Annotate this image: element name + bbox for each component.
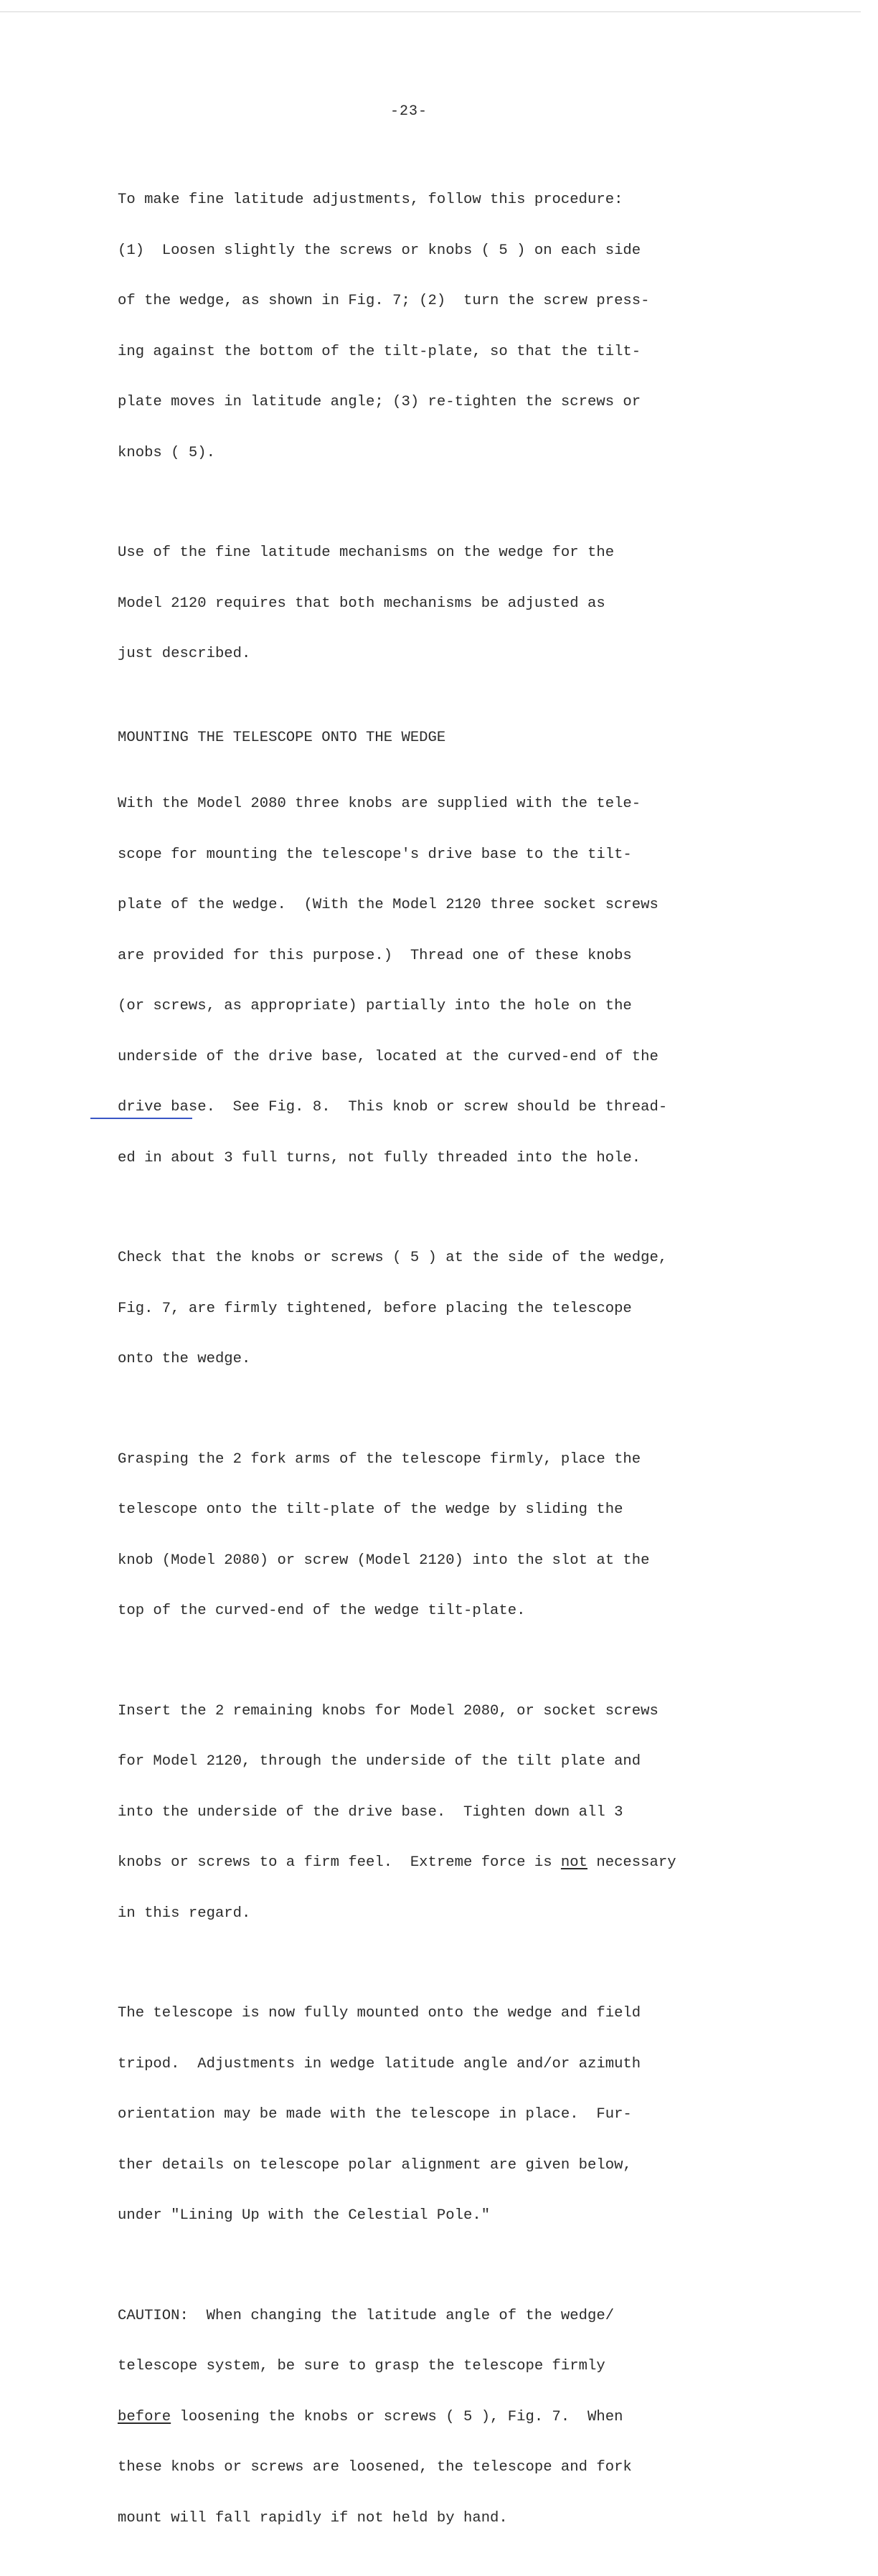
- text-segment: knobs or screws to a firm feel. Extreme force is: [118, 1854, 561, 1871]
- text-line: [118, 2409, 835, 2426]
- text-line: just described.: [118, 646, 251, 662]
- text-line: With the Model 2080 three knobs are supplied with the tele-: [118, 796, 641, 812]
- text-line: are provided for this purpose.) Thread one of these knobs: [118, 947, 632, 964]
- text-line: for Model 2120, through the underside of the tilt plate and: [118, 1753, 641, 1770]
- text-line: plate moves in latitude angle; (3) re-tighten the screws or: [118, 394, 641, 410]
- text-line: Grasping the 2 fork arms of the telescope firmly, place the: [118, 1450, 641, 1468]
- top-rule: [0, 11, 861, 12]
- page-number: -23-: [390, 103, 428, 120]
- text-line: orientation may be made with the telescope in place. Fur-: [118, 2106, 632, 2123]
- paragraph-mounting-knobs: [118, 762, 835, 1200]
- underlined-word: not: [560, 1854, 587, 1871]
- text-line: To make fine latitude adjustments, follow this procedure:: [118, 192, 623, 208]
- text-segment: loosening the knobs or screws ( 5 ), Fig. 7. When: [171, 2408, 623, 2425]
- paragraph-insert-knobs: [118, 1669, 835, 1956]
- paragraph-model-2120: [118, 511, 835, 697]
- text-line: Insert the 2 remaining knobs for Model 2080, or socket screws: [118, 1702, 658, 1719]
- text-line: tripod. Adjustments in wedge latitude angle and/or azimuth: [118, 2055, 641, 2072]
- text-line: knobs ( 5).: [118, 444, 215, 461]
- text-line: Check that the knobs or screws ( 5 ) at the side of the wedge,: [118, 1250, 668, 1266]
- text-line: underside of the drive base, located at the curved-end of the: [118, 1048, 658, 1065]
- text-line: telescope onto the tilt-plate of the wedge by sliding the: [118, 1501, 623, 1518]
- text-line: The telescope is now fully mounted onto the wedge and field: [118, 2005, 641, 2021]
- text-line: of the wedge, as shown in Fig. 7; (2) turn the screw press-: [118, 293, 650, 309]
- text-line: ther details on telescope polar alignment are given below,: [118, 2156, 632, 2174]
- section-heading: MOUNTING THE TELESCOPE ONTO THE WEDGE: [118, 729, 446, 746]
- page-body: [118, 158, 835, 2576]
- text-line: (1) Loosen slightly the screws or knobs ( 5 ) on each side: [118, 242, 641, 259]
- text-line: plate of the wedge. (With the Model 2120 three socket screws: [118, 897, 658, 913]
- text-line: Use of the fine latitude mechanisms on the wedge for the: [118, 544, 615, 561]
- paragraph-check-knobs: [118, 1216, 835, 1402]
- text-line: top of the curved-end of the wedge tilt-plate.: [118, 1603, 526, 1619]
- text-line: (or screws, as appropriate) partially into the hole on the: [118, 998, 632, 1014]
- text-line: into the underside of the drive base. Tighten down all 3: [118, 1803, 623, 1821]
- text-line: in this regard.: [118, 1905, 251, 1922]
- text-line: under "Lining Up with the Celestial Pole.": [118, 2207, 491, 2224]
- text-line: ing against the bottom of the tilt-plate, so that the tilt-: [118, 343, 641, 360]
- text-line: scope for mounting the telescope's drive base to the tilt-: [118, 846, 632, 863]
- bottom-mark: [90, 1118, 192, 1119]
- text-line: onto the wedge.: [118, 1351, 251, 1367]
- text-segment: necessary: [587, 1854, 676, 1871]
- text-line: these knobs or screws are loosened, the telescope and fork: [118, 2459, 632, 2476]
- text-line: Fig. 7, are firmly tightened, before placing the telescope: [118, 1300, 632, 1317]
- text-line: CAUTION: When changing the latitude angle of the wedge/: [118, 2307, 615, 2324]
- text-line: [118, 1854, 835, 1872]
- text-line: drive base. See Fig. 8. This knob or screw should be thread-: [118, 1099, 668, 1115]
- text-line: telescope system, be sure to grasp the telescope firmly: [118, 2358, 605, 2374]
- paragraph-fully-mounted: [118, 1971, 835, 2258]
- underlined-word: before: [118, 2408, 171, 2425]
- paragraph-grasping: [118, 1417, 835, 1653]
- text-line: knob (Model 2080) or screw (Model 2120) into the slot at the: [118, 1552, 650, 1569]
- paragraph-caution: [118, 2274, 835, 2561]
- text-line: ed in about 3 full turns, not fully threaded into the hole.: [118, 1149, 641, 1166]
- text-line: mount will fall rapidly if not held by hand.: [118, 2509, 508, 2527]
- text-line: Model 2120 requires that both mechanisms be adjusted as: [118, 595, 605, 612]
- paragraph-fine-latitude: [118, 158, 835, 495]
